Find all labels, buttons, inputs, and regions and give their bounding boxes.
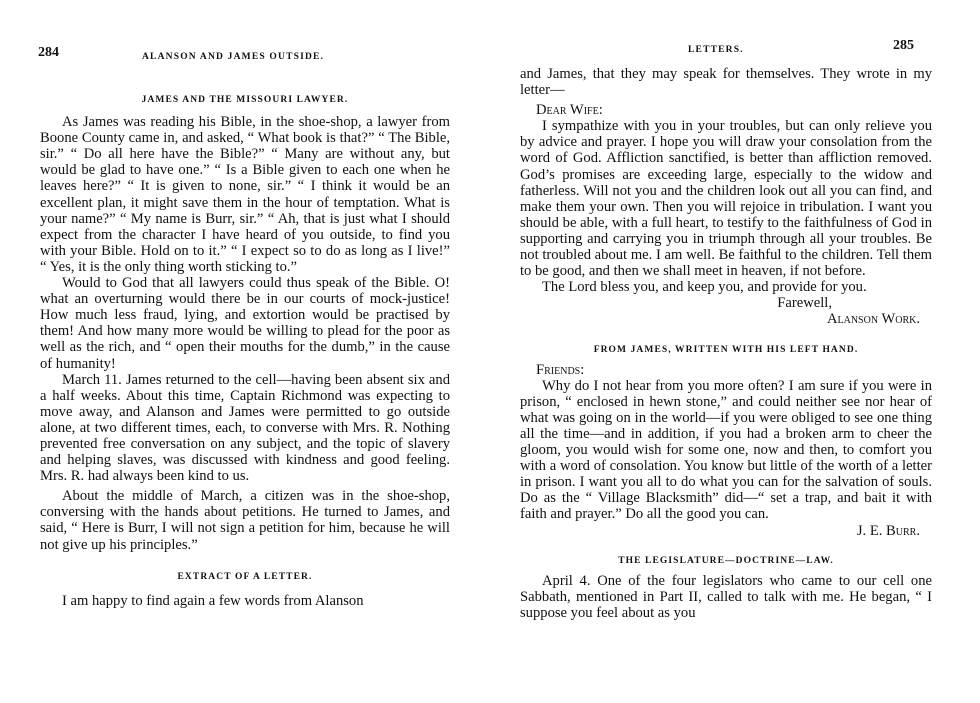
paragraph-happy-to-find: I am happy to find again a few words from Alanson bbox=[62, 592, 364, 609]
paragraph-bible-lawyer: As James was reading his Bible, in the shoe-shop, a lawyer from Boone County came in, and asked, “ What book is that?” “ The Bible, sir.” “ Do all here have the Bible?” “ Many are without any, but would be glad to have one.” “ Is a Bible given to each one when he leaves here?” “ It is given to none, sir.” “ I think it would be an excellent plan, it might save them in the hour of temptation. What is your name?” “ My name is Burr, sir.” “ Ah, that is just what I should expect from the character I have heard of you outside, to find you with your Bible. Hold on to it.” “ I expect so to do as long as I live!” “ Yes, it is the only thing worth sticking to.” bbox=[40, 114, 450, 275]
salutation-friends: Friends: bbox=[536, 361, 585, 378]
farewell: Farewell, bbox=[777, 295, 832, 312]
section-heading-from-james: FROM JAMES, WRITTEN WITH HIS LEFT HAND. bbox=[593, 344, 859, 355]
letter-alanson-blessing: The Lord bless you, and keep you, and provide for you. bbox=[542, 279, 867, 296]
paragraph-march-11: March 11. James returned to the cell—having been absent six and a half weeks. About this time, Captain Richmond was expecting to move away, and Alanson and James were permitted to go outside alone, at two different times, each, to converse with Mrs. R. Nothing prevented free conversation on any subject, and the topic of slavery and helping slaves, was discussed with kindness and good feeling. Mrs. R. had always been kind to us. bbox=[40, 371, 450, 485]
running-head-right: LETTERS. bbox=[688, 45, 744, 55]
right-column bbox=[520, 66, 932, 621]
section-heading-missouri-lawyer: JAMES AND THE MISSOURI LAWYER. bbox=[141, 95, 349, 105]
page-number-right: 285 bbox=[893, 38, 914, 53]
salutation-dear-wife: Dear Wife: bbox=[536, 102, 603, 119]
running-head-left: ALANSON AND JAMES OUTSIDE. bbox=[142, 52, 325, 62]
letter-alanson: I sympathize with you in your troubles, but can only relieve you by advice and prayer. I hope you will draw your consolation from the word of God. Affliction sanctified, is better than affliction removed. God’s promises are exceeding large, especially to the widow and fatherless. Will not you and the children look out all you can find, and make them your own. Then you will rejoice in tribulation. I want you should be able, with a full heart, to testify to the faithfulness of God in supporting and carrying you in triumph through all your troubles. Be not troubled about me. I am well. Be faithful to the children. Tell them to be good, and then we shall meet in heaven, if not before. bbox=[520, 118, 932, 280]
letter-james: Why do I not hear from you more often? I am sure if you were in prison, “ enclosed in hewn stone,” and could neither see nor hear of what was going on in the world—if you were obliged to see one thing all the time—and in addition, if you had a broken arm to cheer the gloom, you would wish for some one, now and then, to comfort you with a word of consolation. You know but little of the worth of a letter in prison. I want you all to do what you can for the salvation of souls. Do as the “ Village Blacksmith” did—“ set a trap, and bait it with faith and prayer.” Do all the good you can. bbox=[520, 377, 932, 523]
paragraph-april-4: April 4. One of the four legislators who came to our cell one Sabbath, mentioned in Part II, called to talk with me. He began, “ I suppose you feel about as you bbox=[520, 572, 932, 621]
section-heading-legislature: THE LEGISLATURE—DOCTRINE—LAW. bbox=[618, 555, 834, 566]
left-column bbox=[40, 92, 450, 609]
page-number-left: 284 bbox=[38, 45, 59, 60]
section-heading-extract: EXTRACT OF A LETTER. bbox=[177, 571, 313, 582]
paragraph-middle-of-march: About the middle of March, a citizen was in the shoe-shop, conversing with the hands about petitions. He turned to James, and said, “ Here is Burr, I will not sign a petition for him, because he will not give up his principles.” bbox=[40, 488, 450, 553]
signature-alanson-work: Alanson Work. bbox=[826, 311, 920, 328]
signature-burr: J. E. Burr. bbox=[856, 522, 920, 539]
paragraph-speak-for-themselves: and James, that they may speak for themselves. They wrote in my letter— bbox=[520, 66, 932, 99]
paragraph-lawyers: Would to God that all lawyers could thus speak of the Bible. O! what an overturning would there be in our courts of mock-justice! How much less fraud, lying, and extortion would be practised by them! And how many more would be willing to plead for the poor as well as the rich, and “ open their mouths for the dumb,” in the cause of humanity! bbox=[40, 275, 450, 372]
